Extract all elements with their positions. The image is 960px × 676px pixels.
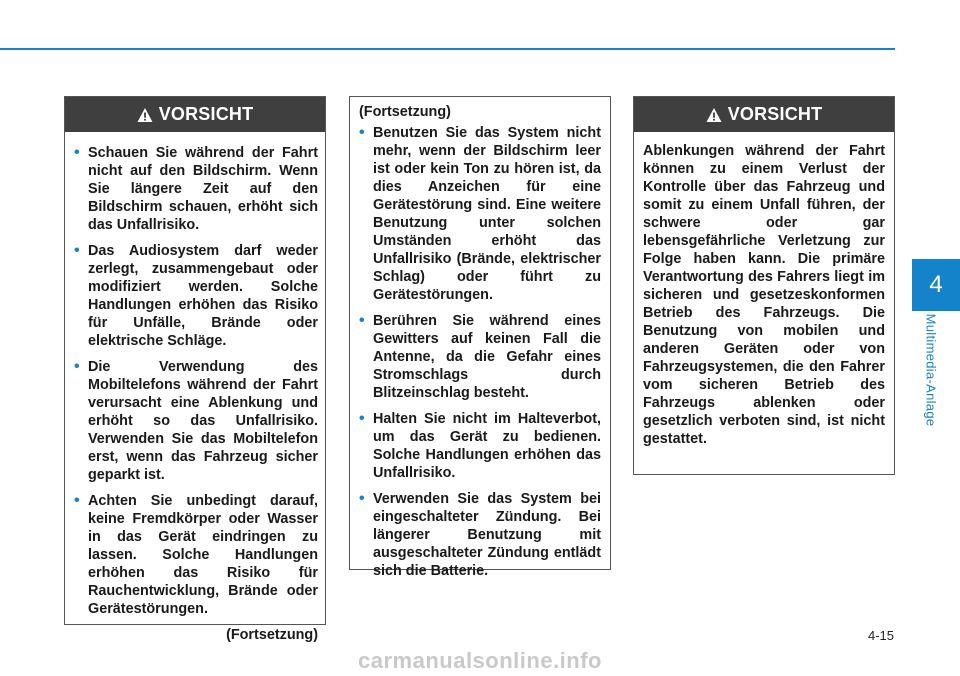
watermark: carmanualsonline.info [358,648,602,673]
continued-note: (Fortsetzung) [226,627,318,643]
caution-text: Ablenkungen während der Fahrt können zu einem Verlust der Kontrolle über das Fahrzeug und somit zu einem Unfall führen, der schwere oder gar lebensgefährliche Verletzung zur Folge haben kann. Die primäre Verantwortung des Fahrers liegt im sicheren und gesetzeskonformen Betrieb des Fahrzeugs. Die Benutzung von mobilen und anderen Geräten oder von Fahrzeugsystemen, die den Fahrer vom sicheren Betrieb des Fahrzeugs ablenken oder gesetzlich verboten sind, ist nicht gestattet. [643,143,885,447]
list-item: • Die Verwendung des Mobiltelefons während der Fahrt verursacht eine Ablenkung und erhöht so das Unfallrisiko. Verwenden Sie das Mobiltelefon erst, wenn das Fahrzeug sicher geparkt ist. [74,358,318,484]
chapter-tab[interactable] [912,259,960,311]
header-rule [0,48,895,50]
caution-body-2 [350,97,610,580]
list-item: • Achten Sie unbedingt darauf, keine Fremdkörper oder Wasser in das Gerät eindringen zu lassen. Solche Handlungen erhöhen das Risiko für Rauchentwicklung, Brände oder Gerätestörungen. [74,492,318,618]
caution-title-1: VORSICHT [158,104,254,124]
warning-triangle-icon [706,107,722,123]
continued-heading: (Fortsetzung) [359,104,451,120]
caution-list-2 [359,124,601,580]
page-number: 4-15 [867,628,894,643]
caution-body-3 [634,132,894,448]
chapter-number: 4 [929,271,943,298]
list-item: • Verwenden Sie das System bei eingeschalteter Zündung. Bei längerer Benutzung mit ausgeschalteter Zündung entlädt sich die Batterie. [359,490,601,580]
caution-list-1 [74,144,318,618]
caution-body-1 [65,132,325,644]
caution-box-2 [349,96,611,579]
list-item: • Benutzen Sie das System nicht mehr, wenn der Bildschirm leer ist oder kein Ton zu hören ist, da dies Anzeichen für eine Gerätestörung sind. Eine weitere Benutzung unter solchen Umständen erhöht das Unfallrisiko (Brände, elektrischer Schlag) oder führt zu Gerätestörungen. [359,124,601,304]
list-item: • Das Audiosystem darf weder zerlegt, zusammengebaut oder modifiziert werden. Solche Handlungen erhöhen das Risiko für Unfälle, Brände oder elektrische Schläge. [74,242,318,350]
caution-box-1 [64,96,326,643]
caution-header-3 [634,97,894,132]
list-item: • Berühren Sie während eines Gewitters auf keinen Fall die Antenne, da die Gefahr eines Stromschlags durch Blitzeinschlag besteht. [359,312,601,402]
chapter-label: Multimedia-Anlage [923,313,939,427]
list-item: • Halten Sie nicht im Halteverbot, um das Gerät zu bedienen. Solche Handlungen erhöhen das Unfallrisiko. [359,410,601,482]
caution-header-1 [65,97,325,132]
list-item: • Schauen Sie während der Fahrt nicht auf den Bildschirm. Wenn Sie längere Zeit auf den Bildschirm schauen, erhöht sich das Unfallrisiko. [74,144,318,234]
caution-title-3: VORSICHT [727,104,823,124]
caution-box-3 [633,96,895,475]
warning-triangle-icon [137,107,153,123]
